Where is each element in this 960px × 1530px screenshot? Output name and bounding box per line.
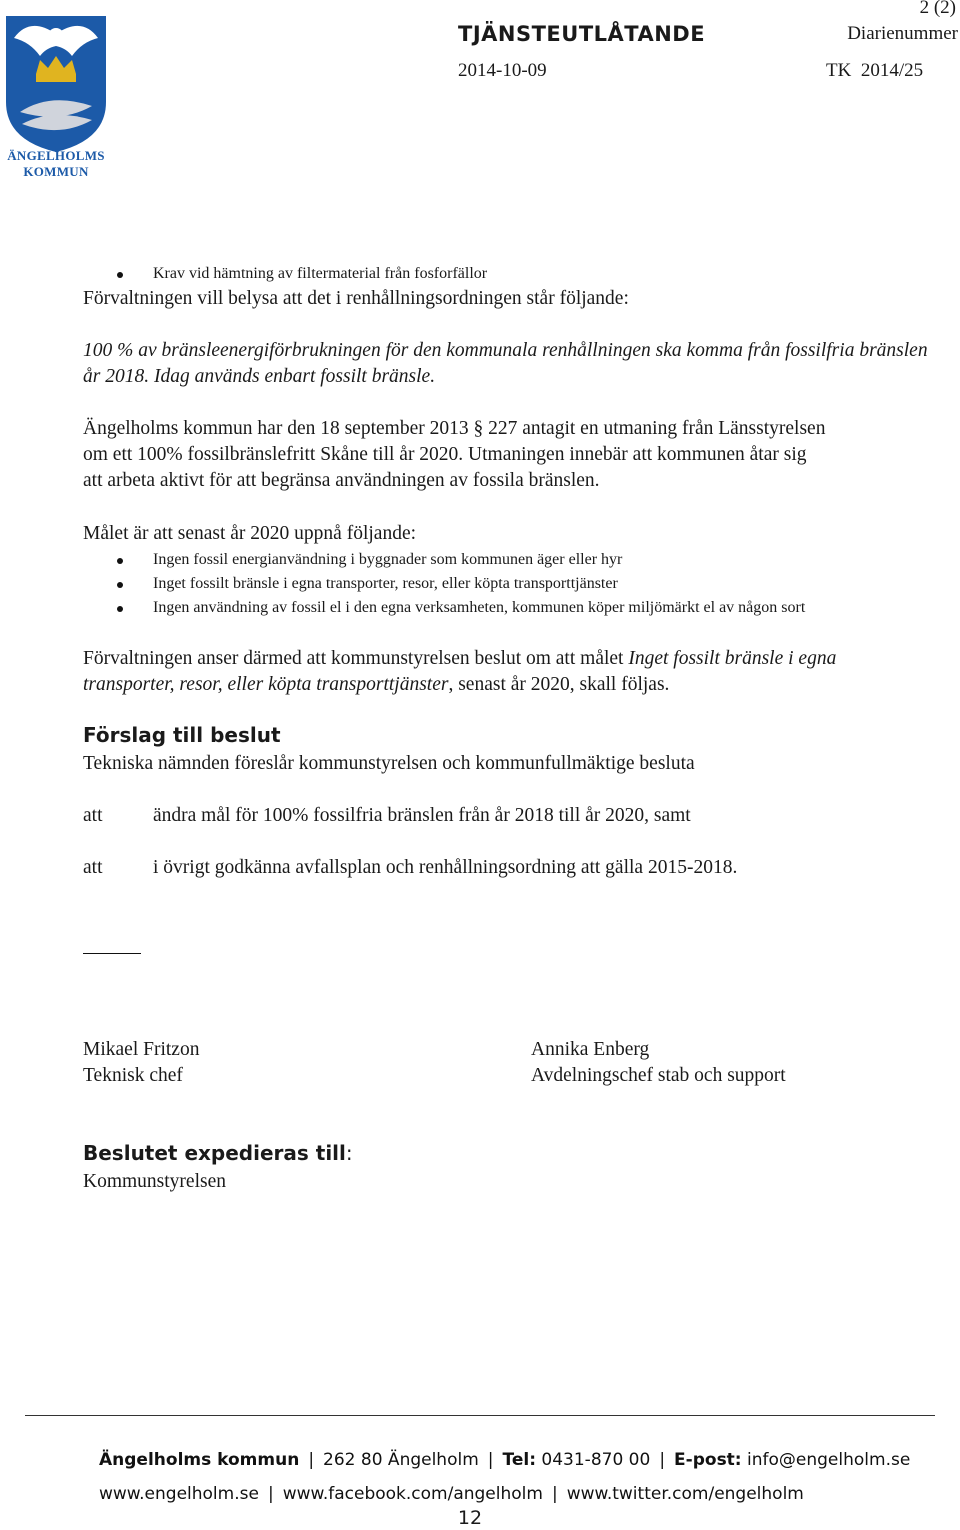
diarienummer-value: TK 2014/25	[826, 60, 924, 81]
quote-line: 100 % av bränsleenergiförbrukningen för den kommunala renhållningen ska komma från fossilfria bränslen	[83, 340, 928, 361]
goal-quote: Inget fossilt bränsle i egna	[628, 648, 837, 669]
document-type: TJÄNSTEUTLÅTANDE	[458, 22, 706, 46]
renhallning-quote	[83, 338, 928, 390]
signatory-name: Mikael Fritzon	[83, 1039, 200, 1060]
paragraph-line: Ängelholms kommun har den 18 september 2013 § 227 antagit en utmaning från Länsstyrelsen	[83, 418, 826, 439]
logo-text-line1: ÄNGELHOLMS	[7, 148, 105, 163]
paragraph-line: om ett 100% fossilbränslefritt Skåne till år 2020. Utmaningen innebär att kommunen åtar sig	[83, 444, 807, 465]
page-count: 2 (2)	[919, 0, 956, 18]
goal-list	[83, 548, 953, 620]
footer-org: Ängelholms kommun	[99, 1450, 300, 1470]
proposal-prefix: att	[83, 857, 103, 878]
document-date: 2014-10-09	[458, 60, 547, 81]
page-number: 12	[457, 1507, 483, 1529]
signature-block	[531, 1037, 786, 1089]
proposal-item	[83, 855, 737, 881]
footer-tel: 0431-870 00	[541, 1450, 651, 1470]
diarienummer-label: Diarienummer	[847, 23, 958, 44]
background-paragraph	[83, 416, 825, 494]
municipality-logo	[0, 12, 112, 184]
list-item: Inget fossilt bränsle i egna transporter, resor, eller köpta transporttjänster	[83, 572, 953, 596]
dispatch-heading: Beslutet expedieras till:	[83, 1141, 353, 1165]
proposal-heading: Förslag till beslut	[83, 723, 281, 747]
footer-web: www.engelholm.se | www.facebook.com/angelholm | www.twitter.com/engelholm	[99, 1484, 804, 1504]
proposal-text: ändra mål för 100% fossilfria bränslen från år 2018 till år 2020, samt	[153, 805, 691, 826]
conclusion-paragraph: Förvaltningen anser därmed att kommunstyrelsen beslut om att målet Inget fossilt bränsle i egna transporter, resor, eller köpta transporttjänster, senast år 2020, skall följas.	[83, 648, 837, 695]
intro-bullet-list	[83, 262, 943, 286]
quote-line: år 2018. Idag används enbart fossilt bränsle.	[83, 366, 436, 387]
signatory-title: Avdelningschef stab och support	[531, 1065, 786, 1086]
proposal-text: i övrigt godkänna avfallsplan och renhållningsordning att gälla 2015-2018.	[153, 857, 738, 878]
signature-block	[83, 1037, 199, 1089]
proposal-item	[83, 803, 691, 829]
footer-twitter-link[interactable]: www.twitter.com/engelholm	[566, 1484, 804, 1504]
proposal-lead: Tekniska nämnden föreslår kommunstyrelsen och kommunfullmäktige besluta	[83, 753, 695, 774]
footer-tel-label: Tel:	[502, 1450, 537, 1470]
signature-divider	[83, 953, 141, 954]
footer-facebook-link[interactable]: www.facebook.com/angelholm	[282, 1484, 543, 1504]
paragraph-line: att arbeta aktivt för att begränsa användningen av fossila bränslen.	[83, 470, 600, 491]
signatory-name: Annika Enberg	[531, 1039, 650, 1060]
footer-website-link[interactable]: www.engelholm.se	[99, 1484, 259, 1504]
logo-text-line2: KOMMUN	[23, 164, 89, 179]
goal-quote: transporter, resor, eller köpta transporttjänster	[83, 674, 449, 695]
goal-intro: Målet är att senast år 2020 uppnå följande:	[83, 523, 417, 544]
dispatch-recipient: Kommunstyrelsen	[83, 1171, 226, 1192]
proposal-prefix: att	[83, 805, 103, 826]
footer-contact: Ängelholms kommun | 262 80 Ängelholm | Tel: 0431-870 00 | E-post: info@engelholm.se	[99, 1450, 911, 1470]
list-item: Ingen fossil energianvändning i byggnader som kommunen äger eller hyr	[83, 548, 953, 572]
list-item: Krav vid hämtning av filtermaterial från fosforfällor	[83, 262, 943, 286]
footer-address: 262 80 Ängelholm	[323, 1450, 479, 1470]
footer-email-label: E-post:	[674, 1450, 742, 1470]
footer-email[interactable]: info@engelholm.se	[747, 1450, 911, 1470]
footer-divider	[25, 1415, 935, 1416]
lead-paragraph: Förvaltningen vill belysa att det i renhållningsordningen står följande:	[83, 288, 629, 309]
signatory-title: Teknisk chef	[83, 1065, 183, 1086]
coat-of-arms-icon	[0, 12, 112, 152]
list-item: Ingen användning av fossil el i den egna verksamheten, kommunen köper miljömärkt el av någon sort	[83, 596, 953, 620]
